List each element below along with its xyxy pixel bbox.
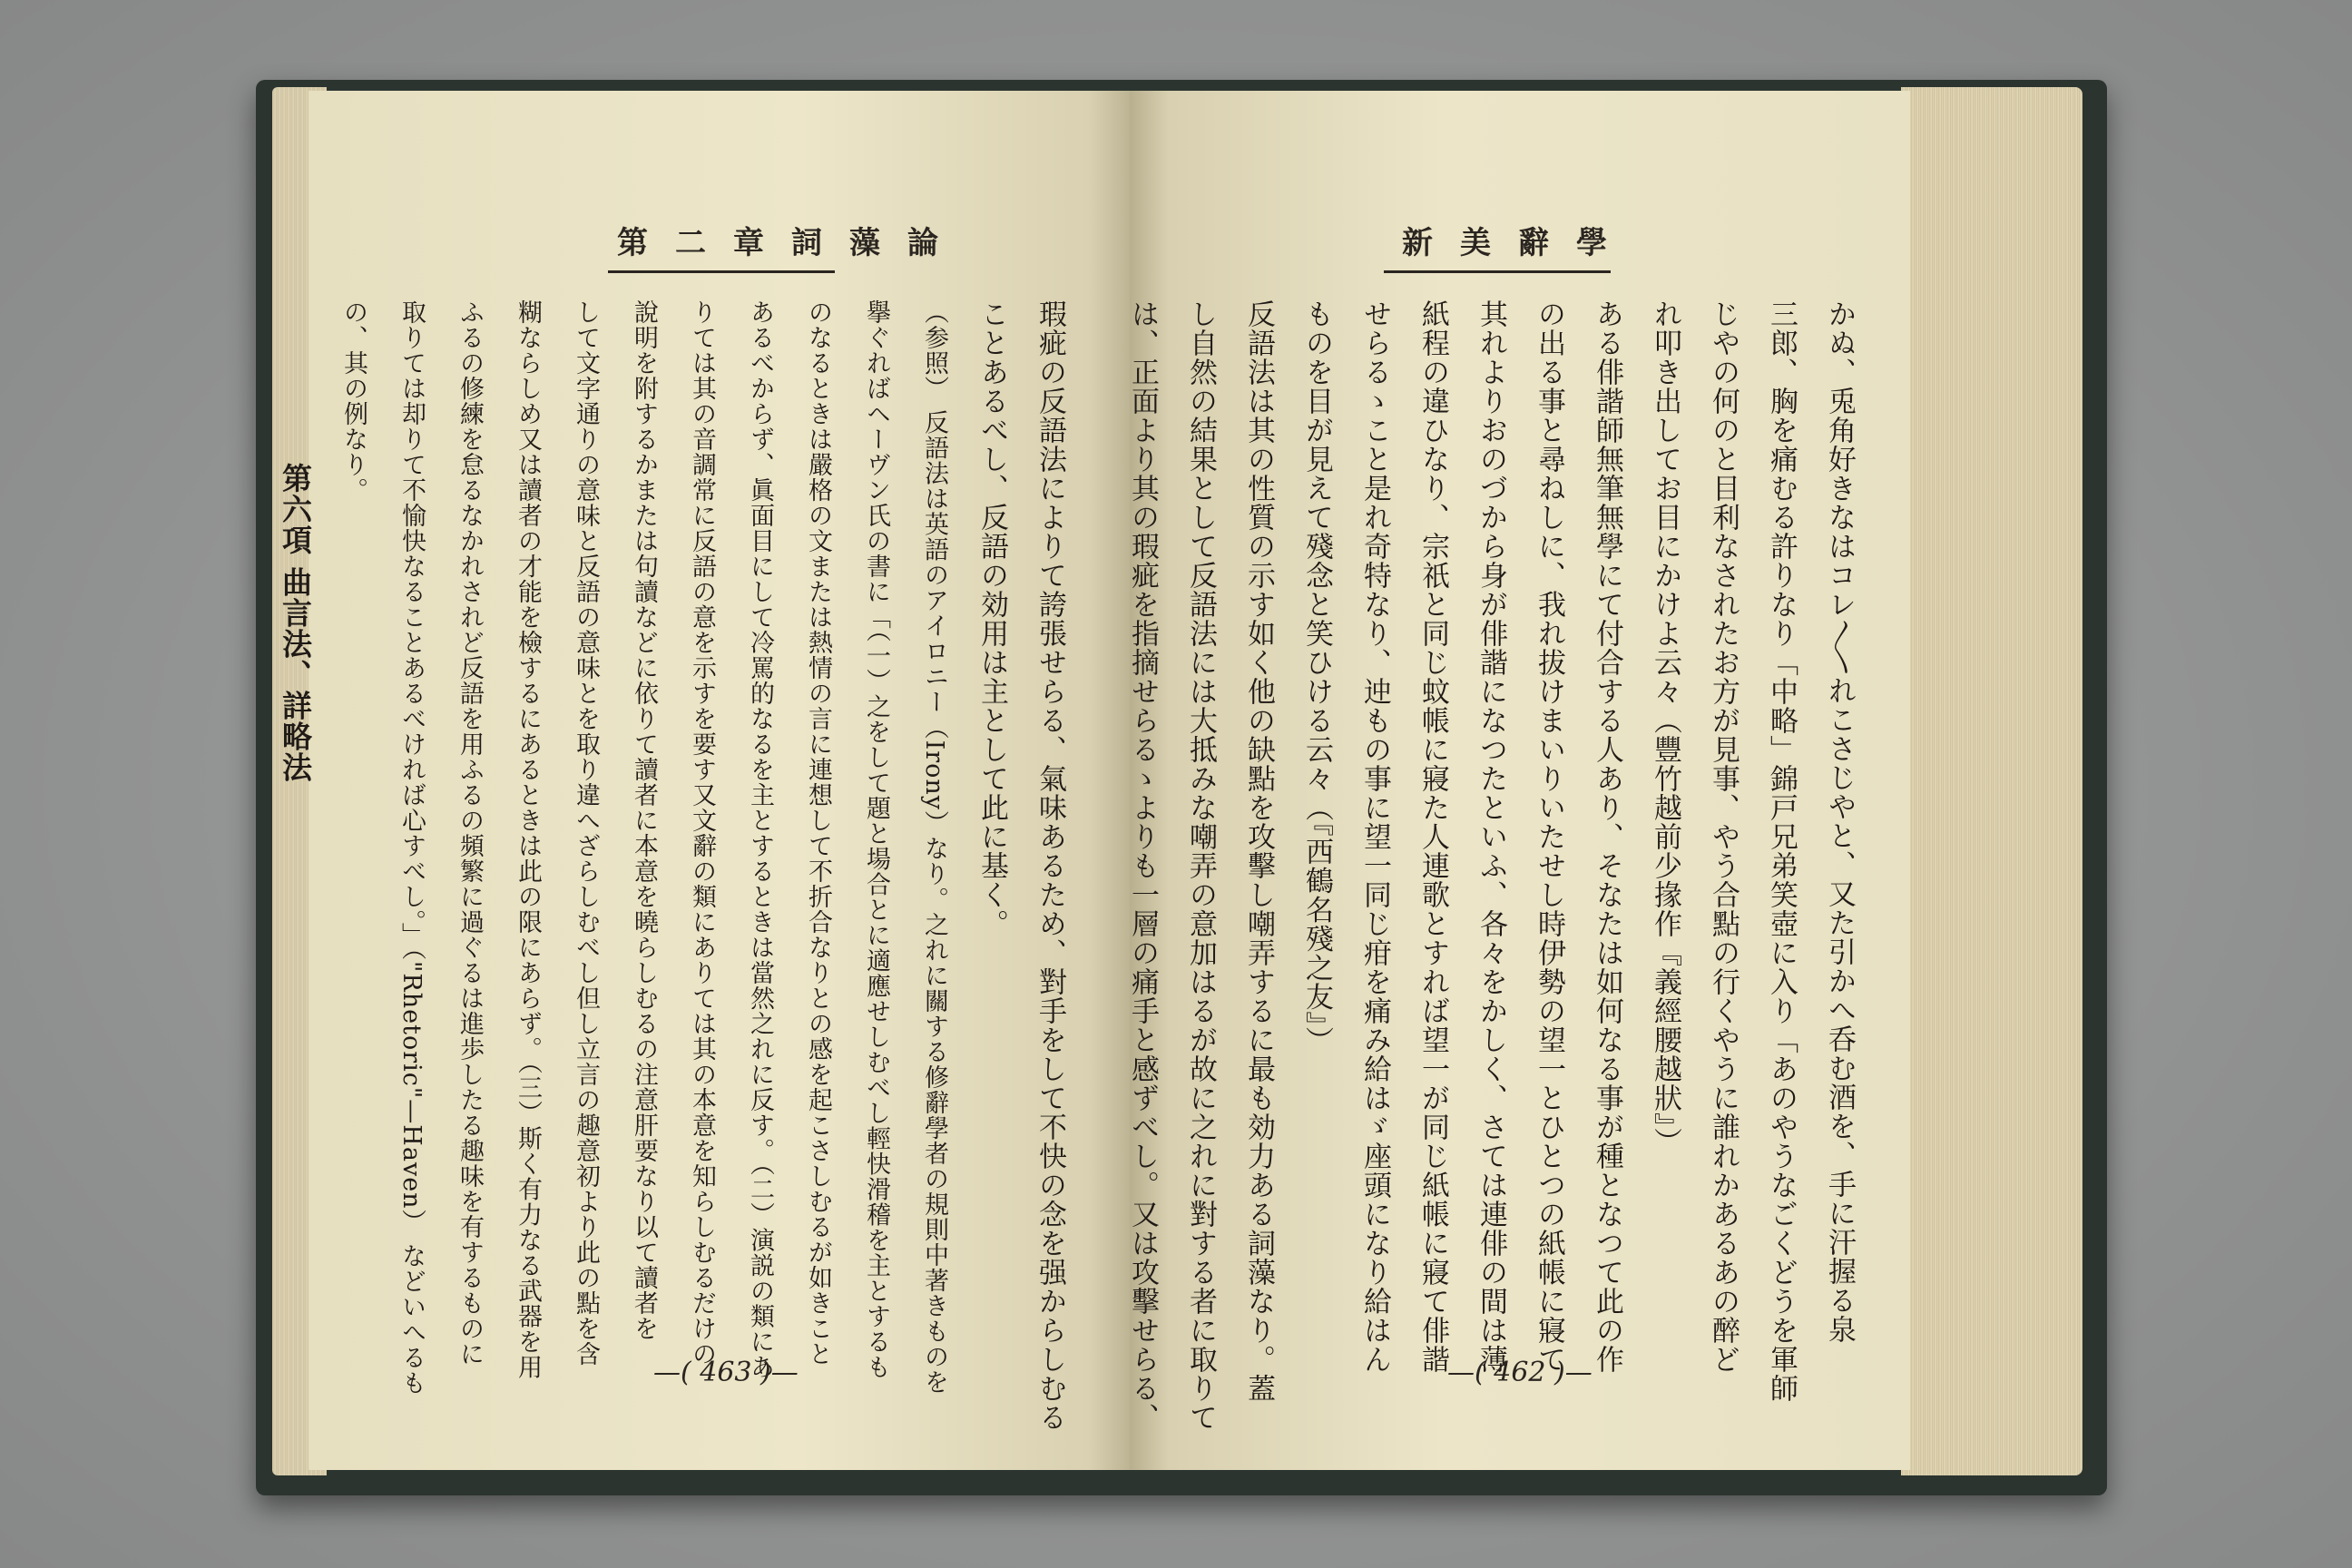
section-heading: 第六項 曲言法、詳略法 xyxy=(278,463,313,783)
text-column: 取りては却りて不愉快なることあるべければ心すべし。」（"Rhetoric"—Haven） などいへるも xyxy=(397,299,426,1396)
text-column: のなるときは嚴格の文または熱情の言に連想して不折合なりとの感を起こさしむるが如きこと xyxy=(804,299,832,1367)
text-column: 三郎、胸を痛むる許りなり「中略」錦戸兄弟笑壺に入り「あのやうなごくどうを軍師 xyxy=(1765,299,1798,1403)
text-column: 其れよりおのづから身が俳諧になつたといふ、各々をかしく、さては連俳の間は薄 xyxy=(1475,299,1507,1374)
text-column: ふるの修練を怠るなかれされど反語を用ふるの頻繁に過ぐるは進歩したる趣味を有するものに xyxy=(456,299,484,1367)
text-column: ある俳諧師無筆無學にて付合する人あり、そなたは如何なる事が種となつて此の作 xyxy=(1591,299,1623,1374)
right-page-edges xyxy=(1901,87,2082,1475)
text-column: れ叩き出してお目にかけよ云々（豐竹越前少掾作『義經腰越狀』） xyxy=(1649,299,1681,1157)
right-head-rule xyxy=(1384,261,1611,273)
left-page xyxy=(278,91,1130,1470)
text-column: して文字通りの意味と反語の意味とを取り違へざらしむべし但し立言の趣意初より此の點を含 xyxy=(572,299,600,1367)
text-column: 紙程の違ひなり、宗祇と同じ蚊帳に寢た人連歌とすれば望一が同じ紙帳に寢て俳諧 xyxy=(1416,299,1449,1374)
left-page-number: —( 463 )— xyxy=(653,1357,799,1388)
text-column: せらるゝこと是れ奇特なり、迚もの事に望一同じ疳を痛み給はゞ座頭になり給はん xyxy=(1358,299,1391,1374)
right-page xyxy=(1126,91,1910,1470)
text-column: ことあるべし、反語の効用は主として此に基く。 xyxy=(975,299,1008,938)
text-column: の出る事と尋ねしに、我れ拔けまいりいたせし時伊勢の望一とひとつの紙帳に寢て xyxy=(1533,299,1565,1374)
text-column: は、正面より其の瑕疵を指摘せらるゝよりも一層の痛手と感ずべし。又は攻擊せらる、 xyxy=(1126,299,1159,1432)
text-column: かぬ、兎角好きなはコレ〳〵れこさじやと、又た引かへ呑む酒を、手に汗握る泉 xyxy=(1823,299,1856,1344)
text-column: 反語法は其の性質の示す如く他の缺點を攻擊し嘲弄するに最も効力ある詞藻なり。蓋 xyxy=(1242,299,1275,1403)
left-running-head: 第二章詞藻論 xyxy=(617,225,965,261)
text-column: ものを目が見えて殘念と笑ひける云々（『西鶴名殘之友』） xyxy=(1300,299,1333,1055)
left-head-rule xyxy=(608,261,835,273)
right-page-number: —( 462 )— xyxy=(1447,1357,1592,1388)
text-column: し自然の結果として反語法には大抵みな嘲弄の意加はるが故に之れに對する者に取りて xyxy=(1184,299,1217,1432)
text-column: じやの何のと目利なされたお方が見事、やう合點の行くやうに誰れかあるあの醉ど xyxy=(1707,299,1740,1374)
text-column: りては其の音調常に反語の意を示すを要す又文辭の類にありては其の本意を知らしむるだけの xyxy=(688,299,716,1367)
text-column: 瑕疵の反語法によりて誇張せらる、氣味あるため、對手をして不快の念を强からしむる xyxy=(1034,299,1066,1432)
text-column: 擧ぐればヘーヴン氏の書に「（一）之をして題と場合とに適應せしむべし輕快滑稽を主とするも xyxy=(862,299,890,1380)
text-column: あるべからず、眞面目にして冷罵的なるを主とするときは當然之れに反す。（二）演説の類にあ xyxy=(746,299,774,1380)
text-column: （参照） 反語法は英語のアイロニー（Irony）なり。之れに關する修辭學者の規則中著きものを xyxy=(920,299,948,1396)
text-column: の、其の例なり。 xyxy=(339,299,368,503)
right-running-head: 新美辭學 xyxy=(1402,225,1634,261)
text-column: 糊ならしめ又は讀者の才能を檢するにあるときは此の限にあらず。（三）斯く有力なる武器を用 xyxy=(514,299,542,1380)
text-column: 說明を附するかまたは句讀などに依りて讀者に本意を曉らしむるの注意肝要なり以て讀者を xyxy=(630,299,658,1341)
